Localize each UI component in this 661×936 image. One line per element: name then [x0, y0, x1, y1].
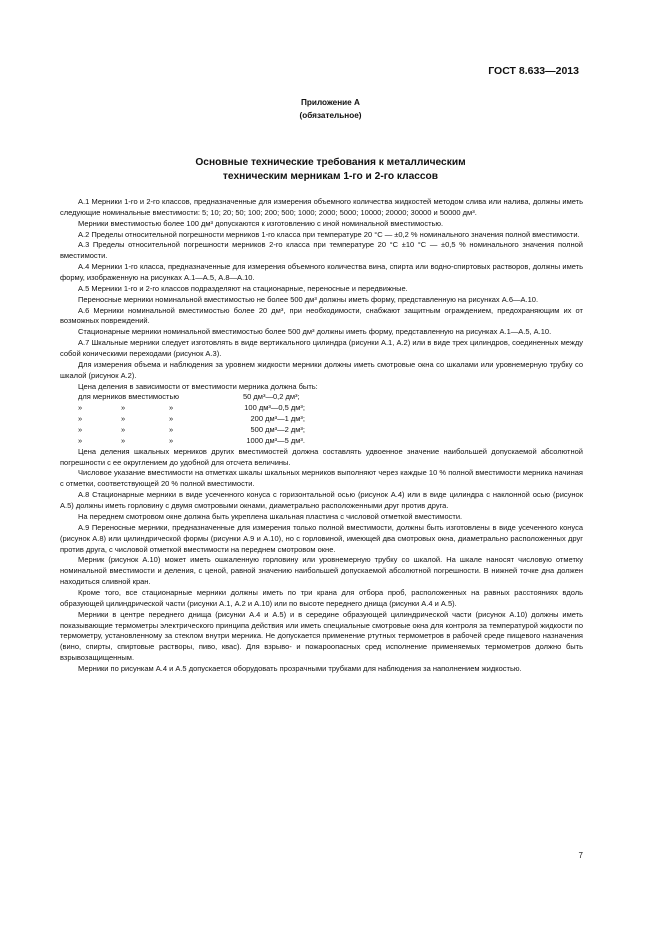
price-row-value: 200 дм³—1 дм³;	[250, 414, 305, 424]
appendix-subtitle: (обязательное)	[299, 111, 362, 120]
paragraph: А.7 Шкальные мерники следует изготовлять в виде вертикального цилиндра (рисунки А.1, А.2) или в виде трех цилиндров, соединенных между собой коническими переходами (рисунок А.3).	[60, 338, 583, 359]
paragraph: А.3 Пределы относительной погрешности мерников 2-го класса при температуре 20 °С ±10 °С — ±0,5 % номинального значения полной вместимости.	[60, 240, 583, 261]
paragraph: Числовое указание вместимости на отметках шкалы шкальных мерников выполняют через каждые 10 % полной вместимости мерника начиная с отметки, соответствующей 20 % полной вместимости.	[60, 468, 583, 489]
ditto-mark: »	[78, 435, 83, 445]
ditto-mark: »	[121, 435, 126, 445]
page-number: 7	[578, 851, 583, 860]
ditto-mark: »	[121, 414, 126, 424]
paragraph: А.1 Мерники 1-го и 2-го классов, предназначенные для измерения объемного количества жидкостей методом слива или налива, должны иметь следующие номинальные вместимости: 5; 10; 20; 50; 100; 200; 500; 1000; 2000; 5000; 10000; 20000; 30000 и 50000 дм³.	[60, 197, 583, 217]
paragraph: Цена деления шкальных мерников других вместимостей должна составлять удвоенное значение наибольшей допускаемой абсолютной погрешности с ее округлением до удобной для отсчета величины.	[60, 446, 583, 467]
paragraph: А.8 Стационарные мерники в виде усеченного конуса с горизонтальной осью (рисунок А.4) или в виде цилиндра с наклонной осью (рисунок А.5) должны иметь горловину с двумя смотровыми окнами, диаметрально расположенными друг против друга.	[60, 490, 583, 511]
ditto-mark: »	[121, 403, 126, 413]
price-row	[60, 425, 583, 436]
ditto-mark: »	[169, 435, 174, 445]
ditto-mark: »	[78, 403, 83, 413]
ditto-mark: »	[169, 425, 174, 435]
price-row-value: 100 дм³—0,5 дм³;	[244, 403, 305, 413]
ditto-mark: »	[78, 425, 83, 435]
paragraph: Кроме того, все стационарные мерники должны иметь по три крана для отбора проб, расположенных на равных расстояниях вдоль образующей цилиндрической части (рисунки А.1, А.2 и А.10) или по высоте переднего днища (рисунки А.4 и А.5).	[60, 587, 583, 608]
section-title-line1: Основные технические требования к металлическим	[195, 157, 466, 168]
paragraph: А.5 Мерники 1-го и 2-го классов подразделяют на стационарные, переносные и передвижные.	[78, 283, 408, 293]
paragraph: Стационарные мерники номинальной вместимостью более 500 дм³ должны иметь форму, представленную на рисунках А.1—А.5, А.10.	[78, 327, 552, 337]
price-row	[60, 403, 583, 414]
section-title-line2: техническим мерникам 1-го и 2-го классов	[222, 171, 439, 182]
paragraph: А.6 Мерники номинальной вместимостью более 20 дм³, при необходимости, снабжают защитным ограждением, предохраняющим их от возможных повреждений.	[60, 305, 583, 326]
price-row-value: 50 дм³—0,2 дм³;	[243, 392, 300, 402]
ditto-mark: »	[169, 403, 174, 413]
paragraph: А.4 Мерники 1-го класса, предназначенные для измерения объемного количества вина, спирта или водно-спиртовых растворов, должны иметь форму, изображенную на рисунках А.1—А.5, А.8—А.10.	[60, 262, 583, 283]
paragraph: А.9 Переносные мерники, предназначенные для измерения только полной вместимости, должны быть изготовлены в виде усеченного конуса (рисунок А.8) или цилиндрической формы (рисунки А.9 и А.10), но с горловиной, имеющей два смотровых окна, диаметрально расположенных друг против друга, с числовой отметкой вместимости на переднем смотровом окне.	[60, 522, 583, 554]
price-row-value: 1000 дм³—5 дм³.	[246, 435, 305, 445]
price-row-label: для мерников вместимостью	[78, 392, 179, 402]
paragraph: Мерники по рисункам А.4 и А.5 допускается оборудовать прозрачными трубками для наблюдения за наполнением жидкостью.	[78, 663, 522, 673]
price-row	[60, 414, 583, 425]
paragraph: Мерники в центре переднего днища (рисунки А.4 и А.5) и в середине образующей цилиндрической части (рисунок А.10) должны иметь показывающие термометры электрического принципа действия или иметь специальные смотровые окна для контроля за температурой жидкости по термометру, установленному за стеклом внутри мерника. Не допускается применение ртутных термометров в рабочей среде пищевого назначения (вино, спирты, спиртовые растворы, пиво, квас). Для взрыво- и пожароопасных сред исполнение применяемых термометров должно быть взрывозащищенным.	[60, 609, 583, 663]
appendix-title: Приложение А	[301, 98, 360, 107]
paragraph: Цена деления в зависимости от вместимости мерника должна быть:	[78, 381, 318, 391]
price-row-value: 500 дм³—2 дм³;	[250, 425, 305, 435]
document-body	[60, 197, 583, 675]
paragraph: Переносные мерники номинальной вместимостью не более 500 дм³ должны иметь форму, представленную на рисунках А.6—А.10.	[78, 294, 539, 304]
standard-header: ГОСТ 8.633—2013	[488, 65, 579, 77]
ditto-mark: »	[78, 414, 83, 424]
price-row	[60, 392, 583, 403]
ditto-mark: »	[169, 414, 174, 424]
ditto-mark: »	[121, 425, 126, 435]
paragraph: Мерник (рисунок А.10) может иметь ошкаленную горловину или уровнемерную трубку со шкалой. На шкале наносят числовую отметку номинальной вместимости и деления, с ценой, равной значению наибольшей допускаемой абсолютной погрешности. В нижней точке дна должен находиться сливной кран.	[60, 555, 583, 587]
paragraph: Для измерения объема и наблюдения за уровнем жидкости мерники должны иметь смотровые окна со шкалами или уровнемерную трубку со шкалой (рисунок А.2).	[60, 359, 583, 380]
paragraph: А.2 Пределы относительной погрешности мерников 1-го класса при температуре 20 °С — ±0,2 % номинального значения полной вместимости.	[78, 229, 580, 239]
price-row	[60, 436, 583, 447]
paragraph: Мерники вместимостью более 100 дм³ допускаются к изготовлению с иной номинальной вместимостью.	[78, 218, 444, 228]
paragraph: На переднем смотровом окне должна быть укреплена шкальная пластина с числовой отметкой вместимости.	[78, 511, 463, 521]
